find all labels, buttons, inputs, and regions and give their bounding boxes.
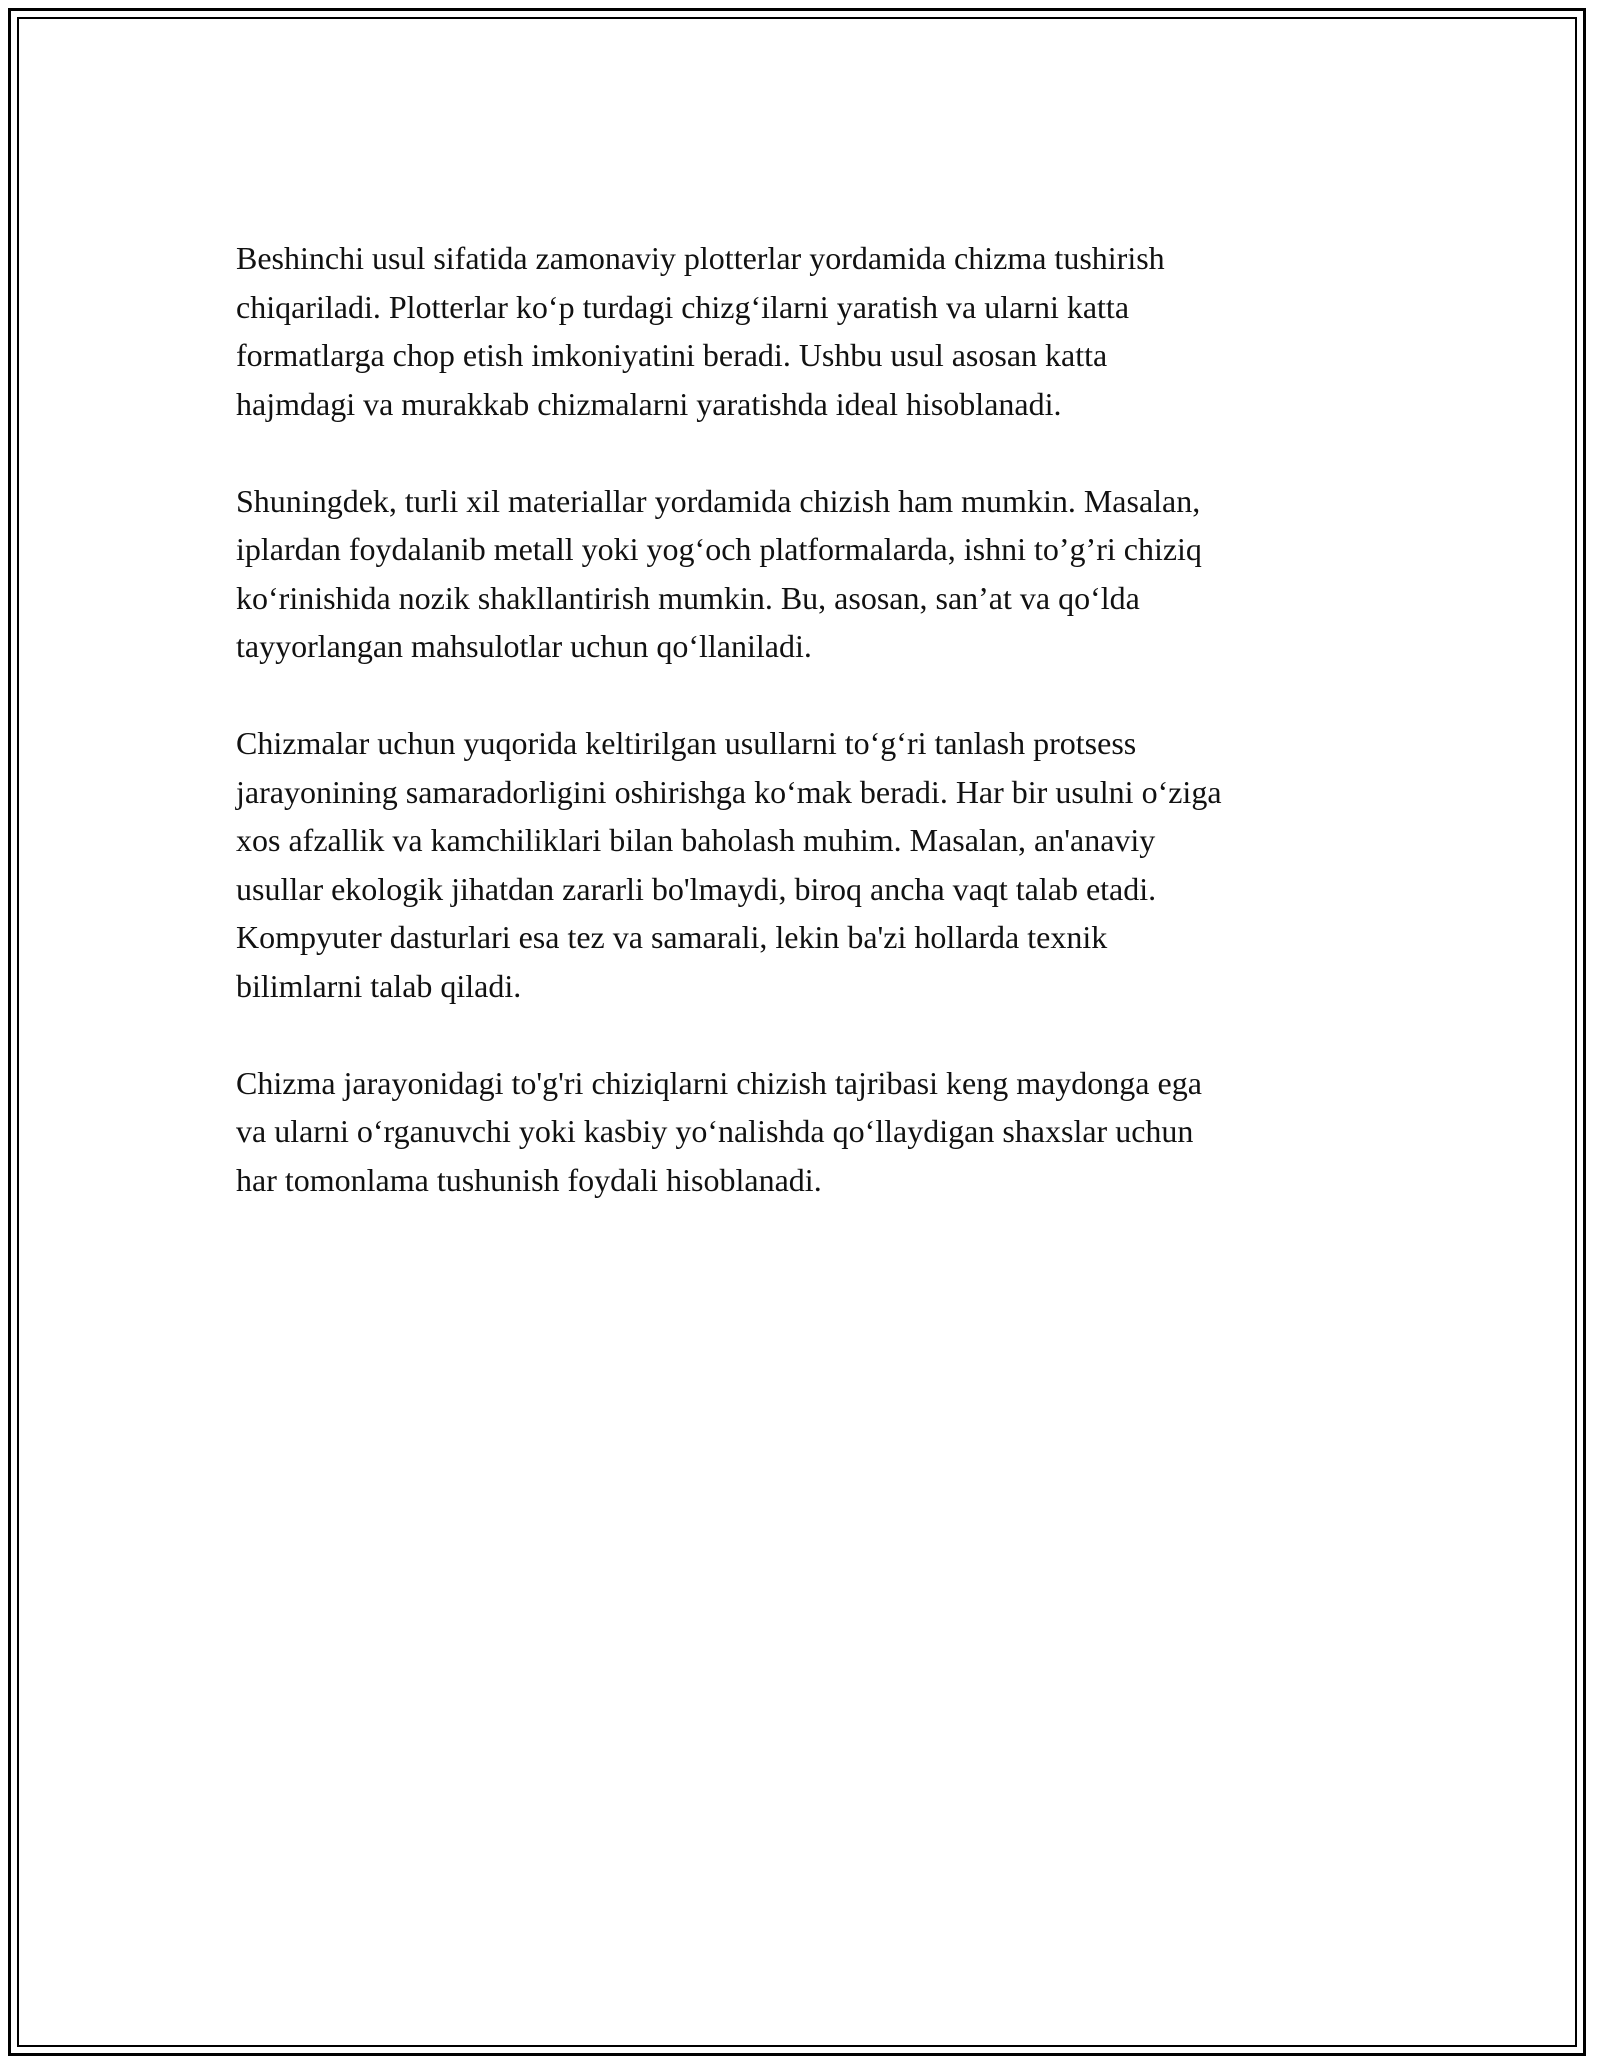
paragraph-4 [236,1059,1376,1205]
document-body [236,234,1376,1253]
paragraph-2 [236,477,1376,671]
text-line: Beshinchi usul sifatida zamonaviy plotterlar yordamida chizma tushirish [236,240,1165,276]
text-line: Chizma jarayonidagi to'g'ri chiziqlarni chizish tajribasi keng maydonga ega [236,1064,1202,1101]
text-line: Kompyuter dasturlari esa tez va samarali, lekin ba'zi hollarda texnik [236,919,1108,955]
text-line: tayyorlangan mahsulotlar uchun qo‘llaniladi. [236,628,812,664]
text-line: ko‘rinishida nozik shakllantirish mumkin. Bu, asosan, san’at va qo‘lda [236,579,1140,616]
text-line: formatlarga chop etish imkoniyatini beradi. Ushbu usul asosan katta [236,337,1108,373]
text-line: Shuningdek, turli xil materiallar yordamida chizish ham mumkin. Masalan, [236,482,1201,519]
text-line: har tomonlama tushunish foydali hisoblanadi. [236,1161,822,1198]
text-line: chiqariladi. Plotterlar ko‘p turdagi chizg‘ilarni yaratish va ularni katta [236,288,1130,325]
text-line: usullar ekologik jihatdan zararli bo'lmaydi, biroq ancha vaqt talab etadi. [236,870,1157,907]
text-line: jarayonining samaradorligini oshirishga ko‘mak beradi. Har bir usulni o‘ziga [236,773,1222,810]
text-line: va ularni o‘rganuvchi yoki kasbiy yo‘nalishda qo‘llaydigan shaxslar uchun [236,1113,1194,1149]
paragraph-1 [236,234,1376,428]
text-line: iplardan foydalanib metall yoki yog‘och platformalarda, ishni to’g’ri chiziq [236,531,1202,567]
text-line: Chizmalar uchun yuqorida keltirilgan usullarni to‘g‘ri tanlash protsess [236,725,1137,761]
text-line: bilimlarni talab qiladi. [236,967,522,1004]
text-line: xos afzallik va kamchiliklari bilan baholash muhim. Masalan, an'anaviy [236,822,1156,858]
paragraph-3 [236,719,1376,1010]
text-line: hajmdagi va murakkab chizmalarni yaratishda ideal hisoblanadi. [236,385,1062,422]
